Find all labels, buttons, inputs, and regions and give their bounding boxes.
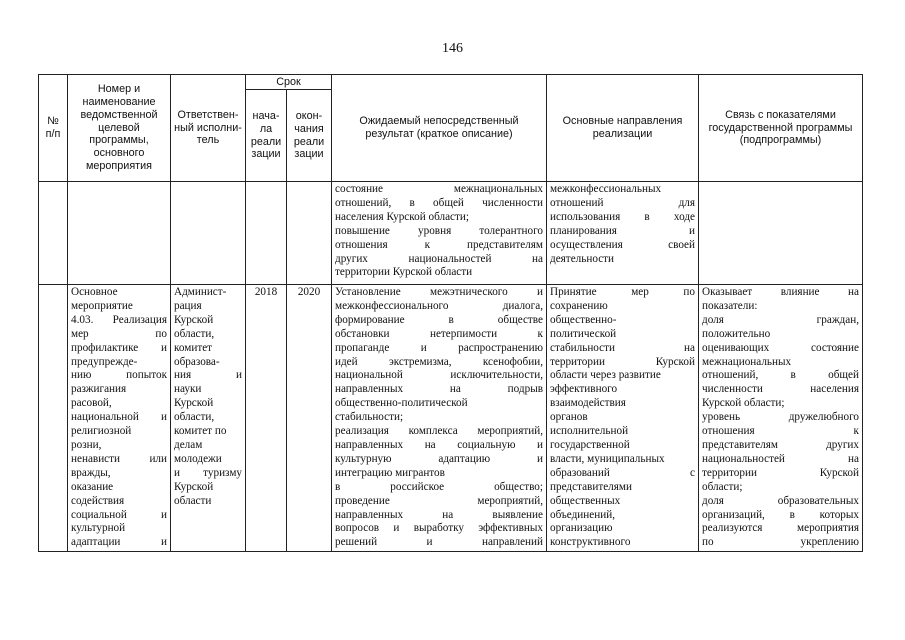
table-row (39, 285, 863, 552)
cell-result: Установление межэтнического и межконфессионального диалога, формирование в обществе обстановки нетерпимости к пропаганде и распространению идей экстремизма, ксенофобии, национальной исключительности, направленных на подрыв общественно-политической стабильности; реализация комплекса мероприятий, направленных на социальную и культурную адаптацию и интеграцию мигрантов в российское общество; проведение мероприятий, направленных на выявление вопросов и выработку эффективных решений и направлений (332, 285, 547, 552)
header-name: Номер и наименование ведомственной целевой программы, основного мероприятия (68, 75, 171, 182)
cell-directions: межконфессиональных отношений для использования в ходе планирования и осуществления своей деятельности (547, 182, 699, 285)
header-link: Связь с показателями государственной программы (подпрограммы) (699, 75, 863, 182)
cell-responsible: Админист- рация Курской области, комитет образова- ния и науки Курской области, комитет по делам молодежи и туризму Курской области (171, 285, 246, 552)
header-term: Срок (246, 75, 332, 90)
cell-end: 2020 (287, 285, 332, 552)
page-number: 146 (442, 41, 463, 56)
header-responsible: Ответствен-ный исполни-тель (171, 75, 246, 182)
cell-num (39, 182, 68, 285)
header-row (39, 75, 863, 90)
cell-end (287, 182, 332, 285)
cell-responsible (171, 182, 246, 285)
header-num: № п/п (39, 75, 68, 182)
header-start: нача-ла реали зации (246, 90, 287, 182)
cell-name (68, 182, 171, 285)
header-end: окон-чания реали зации (287, 90, 332, 182)
cell-start: 2018 (246, 285, 287, 552)
cell-link (699, 182, 863, 285)
program-table (38, 74, 863, 552)
cell-directions: Принятие мер по сохранению общественно- политической стабильности на территории Курской области через развитие эффективного взаимодействия органов исполнительной государственной власти, муниципальных образований с представителями общественных объединений, организацию конструктивного (547, 285, 699, 552)
cell-start (246, 182, 287, 285)
header-directions: Основные направления реализации (547, 75, 699, 182)
cell-result: состояние межнациональных отношений, в общей численности населения Курской области; повышение уровня толерантного отношения к представителям других национальностей на территории Курской области (332, 182, 547, 285)
cell-num (39, 285, 68, 552)
cell-name: Основное мероприятие 4.03. Реализация мер по профилактике и предупреждe- нию попыток разжигания расовой, национальной и религиозной розни, ненависти или вражды, оказание содействия социальной и культурной адаптации и (68, 285, 171, 552)
cell-link: Оказывает влияние на показатели: доля граждан, положительно оценивающих состояние межнациональных отношений, в общей численности населения Курской области; уровень дружелюбного отношения к представителям других национальностей на территории Курской области; доля образовательных организаций, в которых реализуются мероприятия по укреплению (699, 285, 863, 552)
table-row (39, 182, 863, 285)
header-result: Ожидаемый непосредственный результат (краткое описание) (332, 75, 547, 182)
